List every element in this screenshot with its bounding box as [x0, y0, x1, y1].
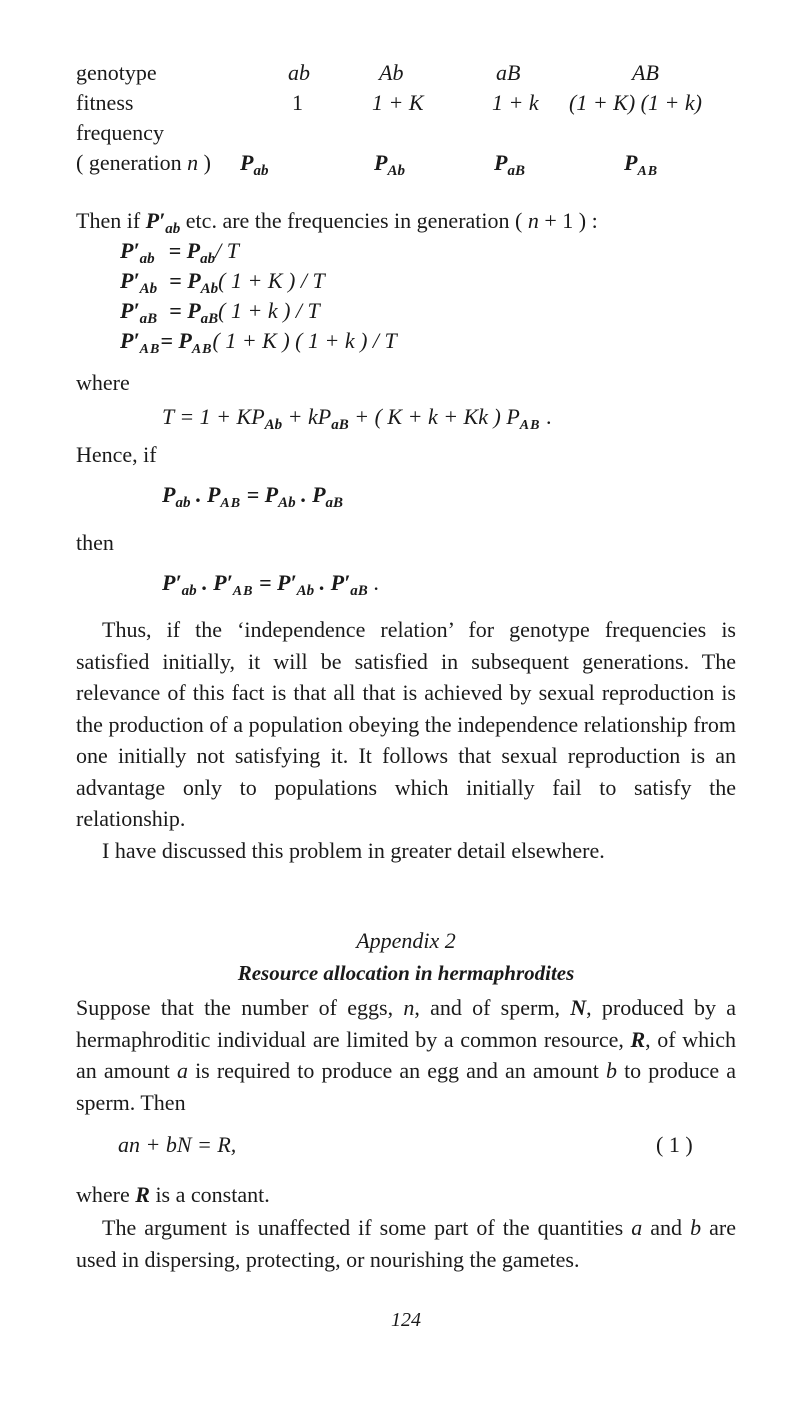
paragraph-text: Thus, if the ‘independence relation’ for genotype frequencies is satisfied initially, it will be satisfied in subsequent generations. The relevance of this fact is that all that is achieved by sexual reproduction is the production of a population obeying the independence relationship from one initially not satisfying it. It follows that sexual reproduction is an advantage only to populations which initially fail to satisfy the relationship.: [76, 617, 736, 831]
genotype-aB: aB: [496, 60, 521, 85]
frequency-label: frequency: [76, 120, 164, 145]
condition-next: $P'_{ab}$ . $P'_{AB} = P'_{Ab}$ . $P'_{aB}$ .: [162, 570, 379, 599]
equation-1: an + bN = R,: [118, 1132, 237, 1157]
where-label: where: [76, 370, 130, 395]
freq-Ab: $P_{Ab}$: [374, 150, 405, 179]
freq-ab: $P_{ab}$: [240, 150, 269, 179]
table-row-genotype: [76, 58, 736, 88]
paragraph-elsewhere: I have discussed this problem in greater detail elsewhere.: [102, 837, 605, 863]
then-label: then: [76, 530, 114, 555]
where-constant: where R is a constant.: [76, 1182, 270, 1207]
equation-Ab: $P'_{Ab} = P_{Ab}$( 1 + K ) / T: [120, 268, 325, 297]
fitness-aB: 1 + k: [492, 90, 539, 115]
fitness-label: fitness: [76, 90, 134, 115]
table-row-frequency: [76, 118, 736, 148]
equation-ab: $P'_{ab} = P_{ab}/$ T: [120, 238, 239, 267]
hence-label: Hence, if: [76, 442, 157, 467]
table-row-generation: [76, 148, 736, 178]
genotype-ab: ab: [288, 60, 310, 85]
fitness-ab: 1: [292, 90, 303, 115]
equation-1-number: ( 1 ): [656, 1132, 693, 1157]
condition-initial: $P_{ab}$ . $P_{AB} = P_{Ab}$ . $P_{aB}$: [162, 482, 344, 511]
appendix-title: Appendix 2: [356, 928, 456, 953]
appendix-subtitle: Resource allocation in hermaphrodites: [237, 961, 575, 985]
paragraph-argument: The argument is unaffected if some part of the quantities a and b are used in dispersing, protecting, or nourishing the gametes.: [76, 1215, 737, 1272]
fitness-Ab: 1 + K: [372, 90, 424, 115]
page-number: 124: [391, 1309, 421, 1331]
genotype-label: genotype: [76, 60, 157, 85]
intro-line: Then if $P'_{ab}$ etc. are the frequencies in generation ( n + 1 ) :: [76, 208, 598, 237]
equation-AB: $P'_{AB}= P_{AB}$( 1 + K ) ( 1 + k ) / T: [120, 328, 397, 357]
equation-T: $T = 1 + KP_{Ab} + kP_{aB}$ + ( K + k + Kk ) $P_{AB}$ .: [162, 404, 552, 433]
genotype-AB: AB: [632, 60, 659, 85]
paragraph-independence: [76, 614, 736, 866]
table-row-fitness: [76, 88, 736, 118]
freq-aB: $P_{aB}$: [494, 150, 525, 179]
generation-label: ( generation n ): [76, 150, 211, 175]
equation-aB: $P'_{aB} = P_{aB}$( 1 + k ) / T: [120, 298, 320, 327]
paragraph-resource: Suppose that the number of eggs, n, and of sperm, N, produced by a hermaphroditic individual are limited by a common resource, R, of which an amount a is required to produce an egg and an amount b to produce a sperm. Then: [76, 995, 737, 1115]
genotype-Ab: Ab: [379, 60, 404, 85]
freq-AB: $P_{AB}$: [624, 150, 659, 179]
fitness-AB: (1 + K) (1 + k): [569, 90, 702, 115]
